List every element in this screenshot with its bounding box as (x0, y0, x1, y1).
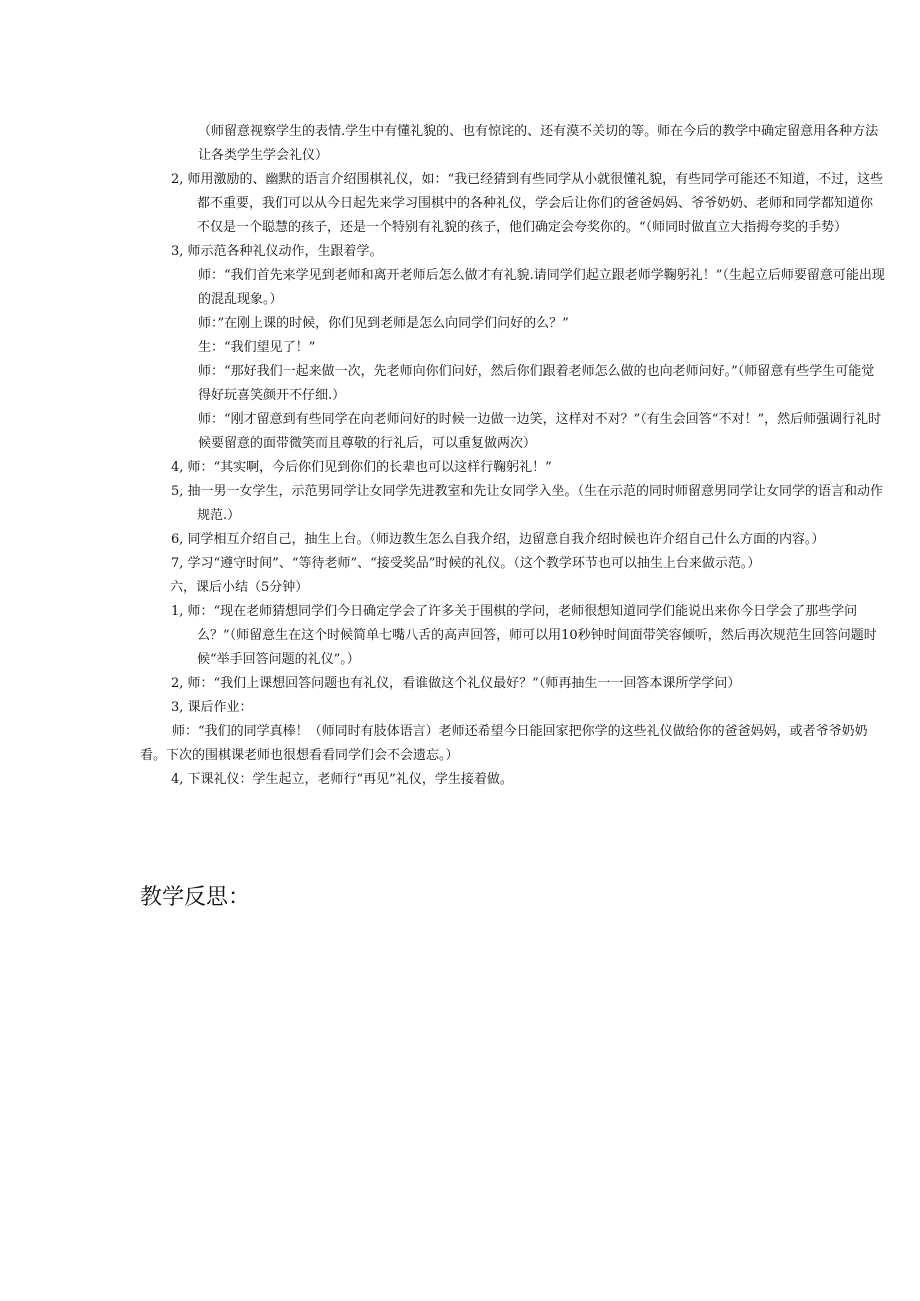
step-6-self-intro: 6, 同学相互介绍自己，抽生上台。（师边教生怎么自我介绍，边留意自我介绍时候也许介绍自己什么方面的内容。） (171, 532, 825, 547)
summary-step-3-homework: 3, 课后作业： (171, 700, 253, 715)
step-5-demo-pair: 5, 抽一男一女学生，示范男同学让女同学先进教室和先让女同学入坐。（生在示范的同时师留意男同学让女同学的语言和动作规范.） (171, 484, 884, 523)
section-heading-summary: 六，课后小结（5分钟） (170, 580, 309, 595)
dialog-line: 师：“刚才留意到有些同学在向老师问好的时候一边做一边笑，这样对不对？”（有生会回答“不对！”，然后师强调行礼时候要留意的面带微笑而且尊敬的行礼后，可以重复做两次） (198, 412, 882, 451)
summary-step-1: 1, 师：“现在老师猜想同学们今日确定学会了许多关于围棋的学问，老师很想知道同学们能说出来你今日学会了那些学问么？”（师留意生在这个时候简单七嘴八舌的高声回答，师可以用10秒钟时间面带笑容倾听，然后再次规范生回答问题时候“举手回答问题的礼仪”。） (171, 604, 877, 667)
lesson-body (140, 120, 885, 792)
step-7-etiquette-practice: 7, 学习“遵守时间”、“等待老师”、“接受奖品”时候的礼仪。（这个教学环节也可以抽生上台来做示范。） (171, 556, 761, 571)
observation-note: （师留意视察学生的表情.学生中有懂礼貌的、也有惊诧的、还有漠不关切的等。师在今后的教学中确定留意用各种方法让各类学生学会礼仪） (198, 124, 879, 163)
reflection-heading: 教学反思： (140, 885, 251, 910)
summary-step-2: 2, 师：“我们上课想回答问题也有礼仪，看谁做这个礼仪最好？”（师再抽生一一回答本课所学学问） (171, 676, 741, 691)
dialog-line: 生：“我们望见了！” (198, 340, 316, 355)
dialog-line: 师：“我们首先来学见到老师和离开老师后怎么做才有礼貌.请同学们起立跟老师学鞠躬礼！”（生起立后师要留意可能出现的混乱现象。） (198, 268, 885, 307)
step-4-bow: 4, 师：“其实啊，今后你们见到你们的长辈也可以这样行鞠躬礼！” (171, 460, 552, 475)
dialog-line: 师：“那好我们一起来做一次，先老师向你们问好，然后你们跟着老师怎么做的也向老师问好。”（师留意有些学生可能觉得好玩喜笑颜开不仔细.） (198, 364, 875, 403)
step-2-etiquette-intro: 2, 师用激励的、幽默的语言介绍围棋礼仪，如：“我已经猜到有些同学从小就很懂礼貌，有些同学可能还不知道，不过，这些都不重要，我们可以从今日起先来学习围棋中的各种礼仪，学会后让你们的爸爸妈妈、爷爷奶奶、老师和同学都知道你不仅是一个聪慧的孩子，还是一个特别有礼貌的孩子，他们确定会夸奖你的。“（师同时做直立大指拇夸奖的手势） (171, 172, 884, 235)
dialog-line: 师：”在刚上课的时候，你们见到老师是怎么向同学们问好的么？” (198, 316, 569, 331)
summary-step-4-dismissal: 4, 下课礼仪：学生起立，老师行“再见”礼仪，学生接着做。 (171, 772, 513, 787)
homework-text: 师：“我们的同学真棒！（师同时有肢体语言）老师还希望今日能回家把你学的这些礼仪做给你的爸爸妈妈，或者爷爷奶奶看。下次的围棋课老师也很想看看同学们会不会遗忘。） (140, 724, 868, 763)
step-3-demonstration: 3, 师示范各种礼仪动作，生跟着学。 (171, 244, 383, 259)
